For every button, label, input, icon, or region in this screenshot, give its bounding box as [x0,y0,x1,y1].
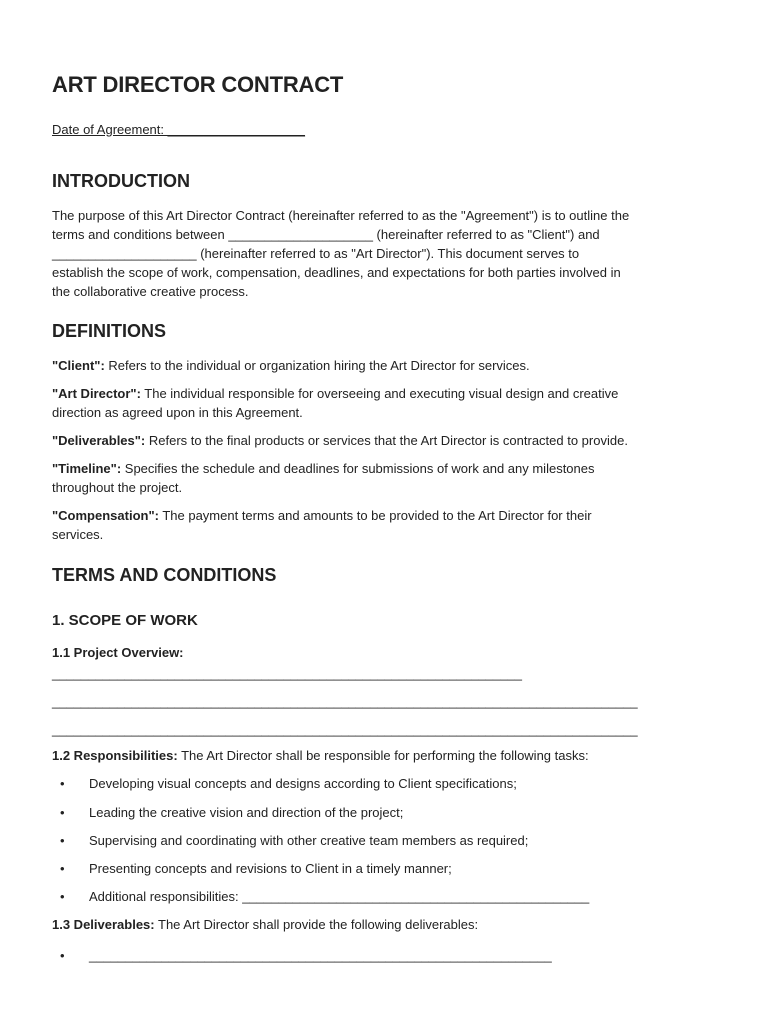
definition-timeline [52,459,595,478]
list-item-text: Leading the creative vision and direction of the project; [89,805,404,820]
terms-heading: TERMS AND CONDITIONS [52,565,277,585]
blank-line: _________________________________________________________________________________ [52,722,638,737]
definition-art-director [52,384,618,403]
project-overview-label [52,643,184,662]
introduction-heading: INTRODUCTION [52,171,190,191]
bullet-icon: • [60,805,65,820]
definition-deliverables [52,431,628,450]
bullet-icon: • [60,776,65,791]
definitions-heading: DEFINITIONS [52,321,167,341]
definition-term: "Compensation": [52,508,159,523]
project-overview-term: 1.1 Project Overview: [52,645,184,660]
scope-of-work-heading: 1. SCOPE OF WORK [52,612,198,629]
definition-term: "Timeline": [52,461,122,476]
deliverables-paragraph [52,915,478,934]
definition-term: "Client": [52,358,105,373]
deliverables-text: The Art Director shall provide the following deliverables: [154,917,479,932]
list-item [60,859,452,878]
introduction-line: terms and conditions between ____________________ (hereinafter referred to as "Client") and [52,227,600,242]
list-item [60,887,589,906]
blank-line: _________________________________________________________________________________ [52,694,638,709]
list-item [60,803,403,822]
bullet-icon: • [60,889,65,904]
list-item-text: Additional responsibilities: ________________________________________________ [89,889,590,904]
list-item-text: Developing visual concepts and designs according to Client specifications; [89,776,517,791]
date-of-agreement: Date of Agreement: ___________________ [52,122,305,137]
responsibilities-term: 1.2 Responsibilities: [52,748,178,763]
list-item [60,774,517,793]
bullet-icon: • [60,948,65,963]
definition-term: "Art Director": [52,386,141,401]
introduction-line: the collaborative creative process. [52,284,249,299]
definition-term: "Deliverables": [52,433,146,448]
list-item-text: Presenting concepts and revisions to Client in a timely manner; [89,861,452,876]
definition-text: Refers to the individual or organization hiring the Art Director for services. [104,358,530,373]
bullet-icon: • [60,861,65,876]
introduction-line: establish the scope of work, compensation, deadlines, and expectations for both parties involved in [52,265,621,280]
list-item [60,946,552,965]
definition-text: The individual responsible for overseeing and executing visual design and creative [140,386,619,401]
deliverables-term: 1.3 Deliverables: [52,917,155,932]
list-item-text: ________________________________________________________________ [89,948,552,963]
blank-line: _________________________________________________________________ [52,666,522,681]
definition-text: The payment terms and amounts to be provided to the Art Director for their [158,508,592,523]
introduction-line: The purpose of this Art Director Contract (hereinafter referred to as the "Agreement") is to outline the [52,208,630,223]
definition-text-continued: direction as agreed upon in this Agreement. [52,405,303,420]
definition-compensation [52,506,592,525]
definition-text: Refers to the final products or services that the Art Director is contracted to provide. [145,433,628,448]
definition-text: Specifies the schedule and deadlines for submissions of work and any milestones [121,461,595,476]
page-title: ART DIRECTOR CONTRACT [52,72,344,97]
responsibilities-text: The Art Director shall be responsible for performing the following tasks: [177,748,589,763]
definition-text-continued: services. [52,527,104,542]
definition-client [52,356,530,375]
list-item [60,831,528,850]
bullet-icon: • [60,833,65,848]
responsibilities-paragraph [52,746,589,765]
introduction-line: ____________________ (hereinafter referred to as "Art Director"). This document serves to [52,246,580,261]
list-item-text: Supervising and coordinating with other creative team members as required; [89,833,529,848]
definition-text-continued: throughout the project. [52,480,183,495]
